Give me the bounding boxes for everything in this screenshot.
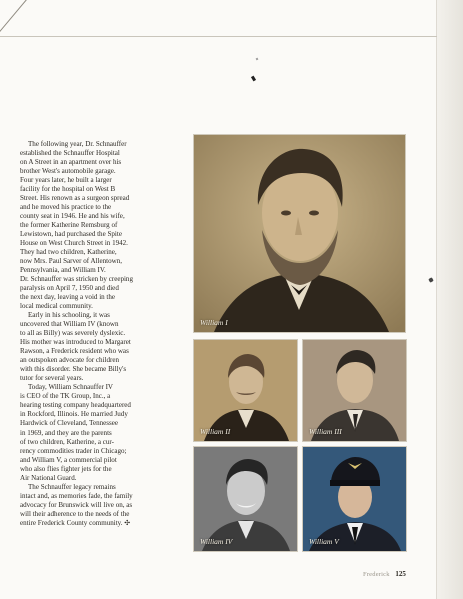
text-line: advocacy for Brunswick will live on, as <box>20 500 133 509</box>
text-line: Pennsylvania, and William IV. <box>20 266 106 275</box>
print-speck <box>251 76 256 82</box>
text-line: Lewistown, had purchased the Spite <box>20 230 122 239</box>
text-line: Early in his schooling, it was <box>28 311 110 320</box>
portrait-photo <box>193 134 406 333</box>
text-line: established the Schnauffer Hospital <box>20 149 120 158</box>
page-number: 125 <box>395 570 406 578</box>
article-body <box>20 140 178 528</box>
photo-caption: William IV <box>200 537 233 546</box>
text-line: and William V, a commercial pilot <box>20 455 117 464</box>
text-line: intact and, as memories fade, the family <box>20 491 133 500</box>
portrait-william-v-image <box>303 447 406 551</box>
portrait-photo <box>193 339 298 442</box>
portrait-william-iii-image <box>303 340 406 441</box>
text-line: now Mrs. Paul Sarver of Allentown, <box>20 257 122 266</box>
text-line: on A Street in an apartment over his <box>20 158 122 167</box>
text-line: who also flies fighter jets for the <box>20 464 112 473</box>
text-line: tutor for several years. <box>20 374 84 383</box>
text-line: paralysis on April 7, 1950 and died <box>20 284 119 293</box>
text-line: brother West's automobile garage. <box>20 167 116 176</box>
portrait-photo <box>193 446 298 552</box>
portrait-william-i-image <box>194 135 405 332</box>
text-line: the former Katherine Remsburg of <box>20 221 118 230</box>
text-line: House on West Church Street in 1942. <box>20 239 128 248</box>
text-line: facility for the hospital on West B <box>20 185 116 194</box>
photo-caption: William II <box>200 427 231 436</box>
text-line: with this disorder. She became Billy's <box>20 365 127 374</box>
publication-name: Frederick <box>363 571 390 578</box>
portrait-william-iv-image <box>194 447 297 551</box>
text-line: The following year, Dr. Schnauffer <box>28 140 127 148</box>
text-line: to all as Billy) was severely dyslexic. <box>20 329 126 338</box>
text-line: Hardwick of Cleveland, Tennessee <box>20 419 118 428</box>
article-paragraph <box>20 383 178 482</box>
portrait-photo <box>302 446 407 552</box>
text-line: Dr. Schnauffer was stricken by creeping <box>20 275 133 284</box>
article-paragraph <box>20 483 178 528</box>
article-paragraph <box>20 140 178 311</box>
text-line: Today, William Schnauffer IV <box>28 383 114 392</box>
portrait-william-ii-image <box>194 340 297 441</box>
text-line: Air National Guard. <box>20 473 77 482</box>
text-line: will their adherence to the needs of the <box>20 509 130 518</box>
corner-fold-line <box>0 0 60 60</box>
print-speck <box>256 58 259 61</box>
text-line: rency commodities trader in Chicago; <box>20 446 127 455</box>
text-line: Street. His renown as a surgeon spread <box>20 194 130 203</box>
text-line: hearing testing company headquartered <box>20 401 131 410</box>
text-line: The Schnauffer legacy remains <box>28 482 116 491</box>
photo-caption: William V <box>309 537 339 546</box>
text-line: They had two children, Katherine, <box>20 248 117 257</box>
text-line: county seat in 1946. He and his wife, <box>20 212 125 221</box>
text-line: entire Frederick County community. ✣ <box>20 518 131 527</box>
article-paragraph <box>20 311 178 383</box>
text-line: the next day, leaving a void in the <box>20 293 116 302</box>
page-edge <box>436 0 463 599</box>
text-line: Four years later, he built a larger <box>20 176 112 185</box>
top-rule <box>0 36 437 37</box>
text-line: local medical community. <box>20 302 93 311</box>
text-line: uncovered that William IV (known <box>20 320 119 329</box>
photo-caption: William III <box>309 427 342 436</box>
text-line: in Rockford, Illinois. He married Judy <box>20 410 128 419</box>
portrait-photo <box>302 339 407 442</box>
text-line: in 1969, and they are the parents <box>20 428 112 437</box>
text-line: an outspoken advocate for children <box>20 356 120 365</box>
photo-caption: William I <box>200 318 228 327</box>
text-line: and he moved his practice to the <box>20 203 112 212</box>
text-line: His mother was introduced to Margaret <box>20 338 131 347</box>
text-line: Rawson, a Frederick resident who was <box>20 347 129 356</box>
print-speck <box>428 277 433 282</box>
text-line: of two children, Katherine, a cur- <box>20 437 114 446</box>
text-line: is CEO of the TK Group, Inc., a <box>20 392 111 401</box>
page-footer <box>363 570 406 578</box>
